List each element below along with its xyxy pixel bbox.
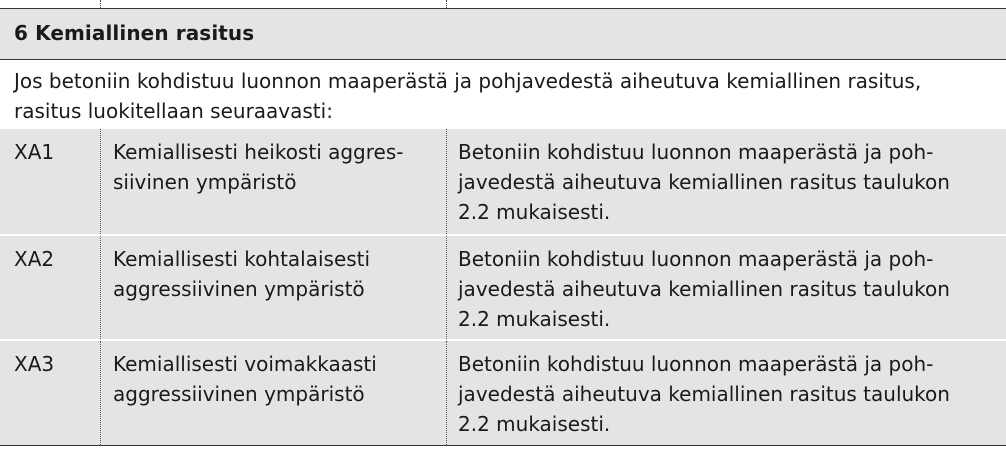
intro-line: rasitus luokitellaan seuraavasti: [14,99,333,123]
text-line: Kemiallisesti heikosti aggres- [113,140,404,164]
text-line: Betoniin kohdistuu luonnon maaperästä ja poh- [458,247,934,271]
section-header [0,9,1006,59]
text-line: 2.2 mukaisesti. [458,200,611,224]
section-header-rule [0,59,1006,60]
rasitus-description [458,244,978,334]
environment-description [113,349,433,409]
text-line: siivinen ympäristö [113,170,297,194]
text-line: javedestä aiheutuva kemiallinen rasitus taulukon [458,277,950,301]
column-divider [446,341,447,445]
exposure-class: XA1 [14,140,55,164]
table-row [0,129,1006,234]
text-line: Betoniin kohdistuu luonnon maaperästä ja poh- [458,352,934,376]
text-line: aggressiivinen ympäristö [113,277,365,301]
table-row [0,341,1006,445]
rasitus-description [458,349,978,439]
text-line: 2.2 mukaisesti. [458,307,611,331]
exposure-class: XA2 [14,247,55,271]
environment-description [113,244,433,304]
text-line: aggressiivinen ympäristö [113,382,365,406]
table-row [0,236,1006,339]
text-line: Kemiallisesti voimakkaasti [113,352,377,376]
rasitus-description [458,137,978,227]
column-divider [100,0,101,8]
column-divider [100,236,101,339]
column-divider [446,0,447,8]
column-divider [446,236,447,339]
text-line: 2.2 mukaisesti. [458,412,611,436]
text-line: Betoniin kohdistuu luonnon maaperästä ja poh- [458,140,934,164]
text-line: javedestä aiheutuva kemiallinen rasitus taulukon [458,170,950,194]
column-divider [100,129,101,234]
section-intro [14,66,994,126]
text-line: javedestä aiheutuva kemiallinen rasitus taulukon [458,382,950,406]
column-divider [446,129,447,234]
text-line: Kemiallisesti kohtalaisesti [113,247,371,271]
intro-line: Jos betoniin kohdistuu luonnon maaperästä ja pohjavedestä aiheutuva kemiallinen rasitus, [14,69,922,93]
table-bottom-rule [0,445,1006,446]
environment-description [113,137,433,197]
column-divider [100,341,101,445]
exposure-class: XA3 [14,352,55,376]
previous-table-stub [0,0,1006,8]
section-title: 6 Kemiallinen rasitus [14,21,255,45]
